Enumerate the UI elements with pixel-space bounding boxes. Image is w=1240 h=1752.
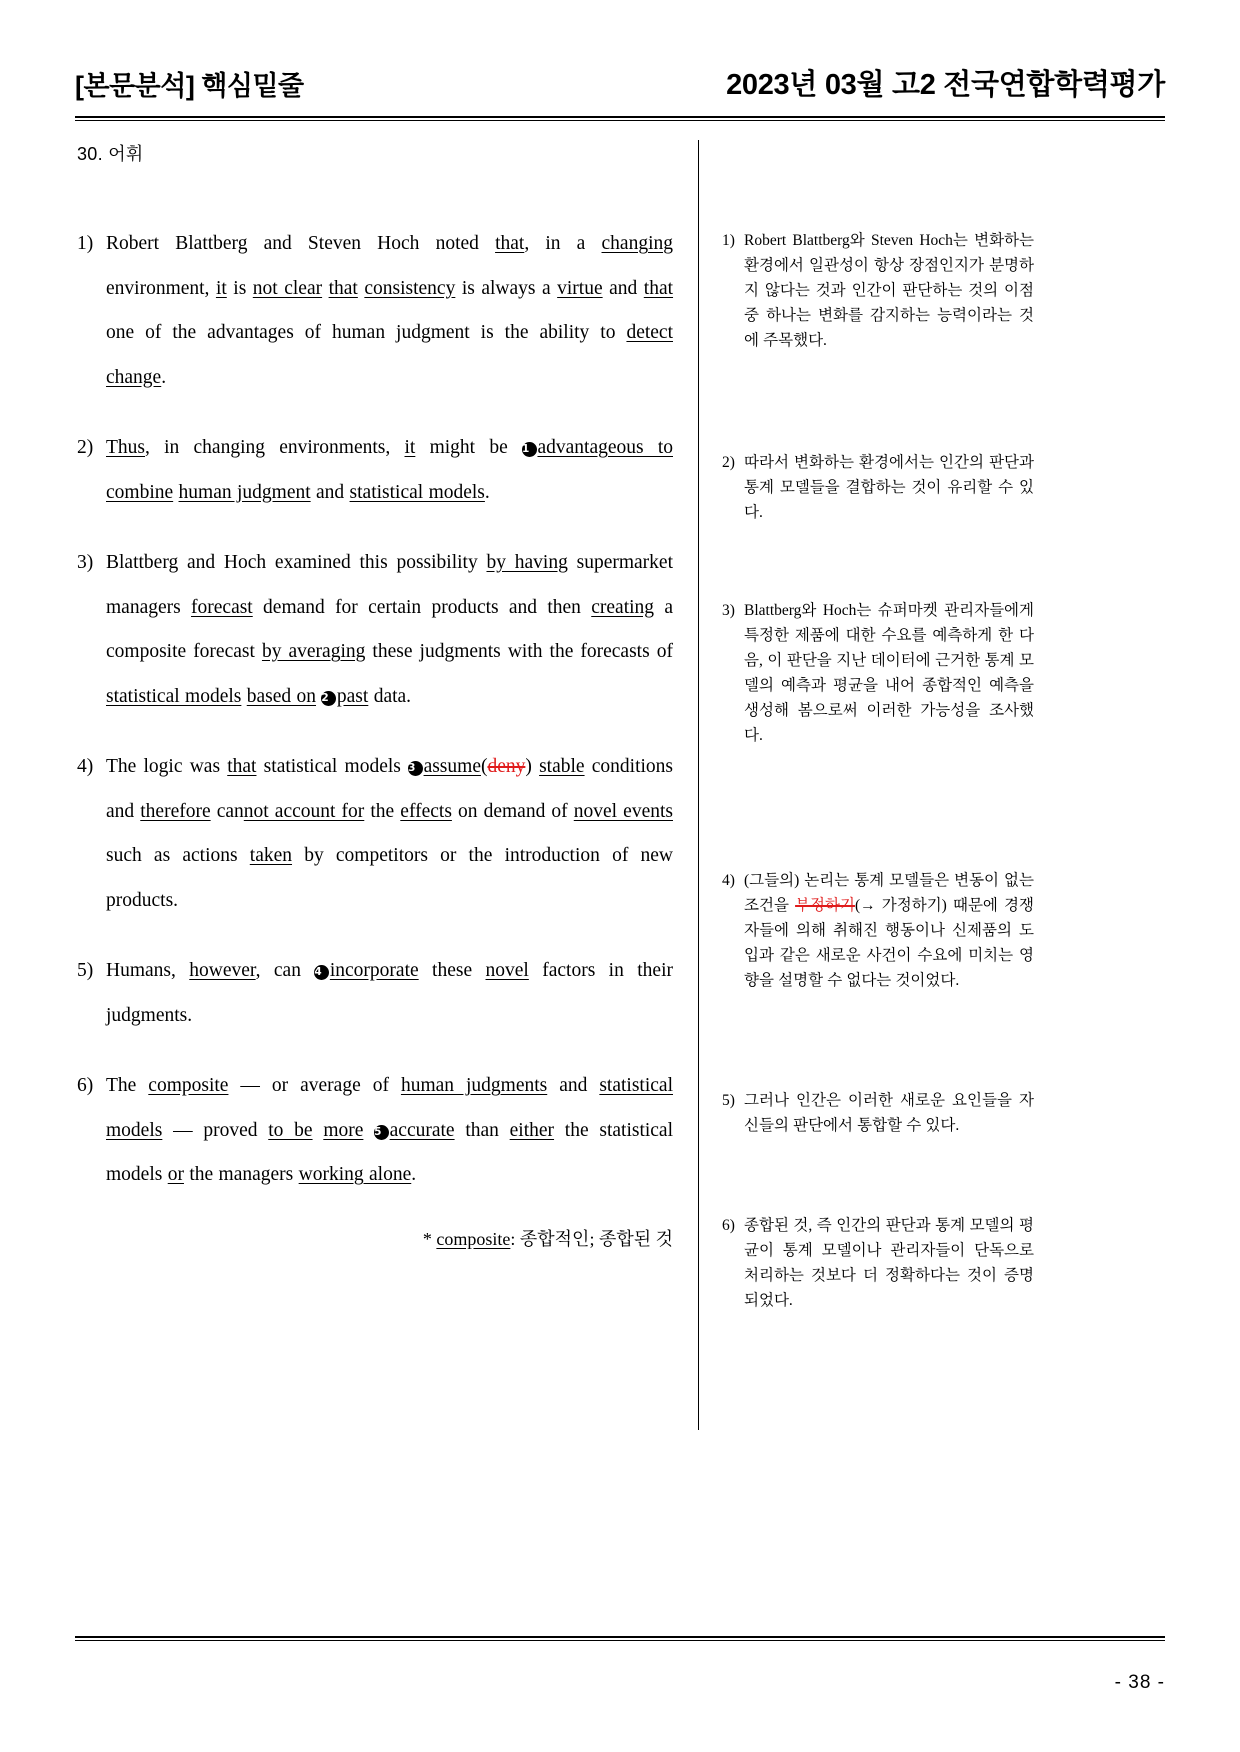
korean-sentence-number: 4): [722, 872, 735, 889]
korean-sentence-number: 1): [722, 232, 735, 249]
english-sentence-3: [77, 541, 673, 719]
header-divider-rule: [75, 116, 1165, 121]
english-sentence-text: Blattberg and Hoch examined this possibility by having supermarket managers forecast demand for certain products and then creating a composite forecast by averaging these judgments with the forecasts of statistical models based on 2 past data.: [106, 552, 673, 707]
english-sentence-number: 2): [77, 437, 94, 458]
page-number: - 38 -: [1114, 1672, 1165, 1693]
korean-sentence-6: [722, 1213, 1034, 1313]
korean-sentence-text: Blattberg와 Hoch는 슈퍼마켓 관리자들에게 특정한 제품에 대한 수요를 예측하게 한 다음, 이 판단을 지난 데이터에 근거한 통계 모델의 예측과 평균을 내어 종합적인 예측을 생성해 봄으로써 이러한 가능성을 조사했다.: [744, 602, 1034, 744]
korean-sentence-number: 3): [722, 602, 735, 619]
korean-sentence-text: 그러나 인간은 이러한 새로운 요인들을 자신들의 판단에서 통합할 수 있다.: [744, 1092, 1034, 1134]
english-sentence-text: Humans, however, can 4 incorporate these novel factors in their judgments.: [106, 960, 673, 1026]
english-sentence-5: [77, 949, 673, 1038]
english-sentence-1: [77, 222, 673, 400]
korean-sentence-4: [722, 868, 1034, 993]
english-sentence-number: 3): [77, 552, 94, 573]
header-left-title: [본문분석] 핵심밑줄: [75, 71, 304, 101]
korean-sentence-number: 5): [722, 1092, 735, 1109]
footer-divider-rule: [75, 1636, 1165, 1641]
korean-sentence-text: 종합된 것, 즉 인간의 판단과 통계 모델의 평균이 통계 모델이나 관리자들이 단독으로 처리하는 것보다 더 정확하다는 것이 증명되었다.: [744, 1217, 1034, 1309]
korean-sentence-3: [722, 598, 1034, 748]
english-sentence-text: The logic was that statistical models 3 assume(deny) stable conditions and therefore cannot account for the effects on demand of novel events such as actions taken by competitors or the introduction of new products.: [106, 756, 674, 911]
english-sentence-text: Robert Blattberg and Steven Hoch noted that, in a changing environment, it is not clear that consistency is always a virtue and that one of the advantages of human judgment is the ability to detect change.: [106, 233, 674, 388]
vocabulary-footnote: * composite: 종합적인; 종합된 것: [422, 1228, 673, 1249]
english-sentence-number: 6): [77, 1075, 94, 1096]
english-sentence-number: 4): [77, 756, 94, 777]
english-sentence-text: Thus, in changing environments, it might be 1 advantageous to combine human judgment and statistical models.: [106, 437, 673, 503]
korean-sentence-2: [722, 450, 1034, 525]
korean-sentence-text: (그들의) 논리는 통계 모델들은 변동이 없는 조건을 부정하기(→ 가정하기) 때문에 경쟁자들에 의해 취해진 행동이나 신제품의 도입과 같은 새로운 사건이 수요에 미치는 영향을 설명할 수 없다는 것이었다.: [744, 872, 1034, 989]
page-header: [75, 48, 1165, 100]
english-sentence-number: 5): [77, 960, 94, 981]
english-sentence-number: 1): [77, 233, 94, 254]
korean-sentence-text: 따라서 변화하는 환경에서는 인간의 판단과 통계 모델들을 결합하는 것이 유리할 수 있다.: [744, 454, 1034, 521]
english-sentence-6: [77, 1064, 673, 1198]
korean-sentence-number: 2): [722, 454, 735, 471]
question-label: 30. 어휘: [77, 144, 144, 164]
english-sentence-2: [77, 426, 673, 515]
korean-sentence-5: [722, 1088, 1034, 1138]
column-divider: [698, 140, 699, 1430]
english-sentence-text: The composite — or average of human judgments and statistical models — proved to be more 5 accurate than either the statistical models or the managers working alone.: [106, 1075, 674, 1185]
korean-sentence-number: 6): [722, 1217, 735, 1234]
korean-sentence-1: [722, 228, 1034, 353]
english-passage-column: [77, 222, 673, 1254]
header-right-title: 2023년 03월 고2 전국연합학력평가: [726, 69, 1165, 101]
korean-sentence-text: Robert Blattberg와 Steven Hoch는 변화하는 환경에서 일관성이 항상 장점인지가 분명하지 않다는 것과 인간이 판단하는 것의 이점 중 하나는 변화를 감지하는 능력이라는 것에 주목했다.: [744, 232, 1034, 349]
english-sentence-4: [77, 745, 673, 923]
